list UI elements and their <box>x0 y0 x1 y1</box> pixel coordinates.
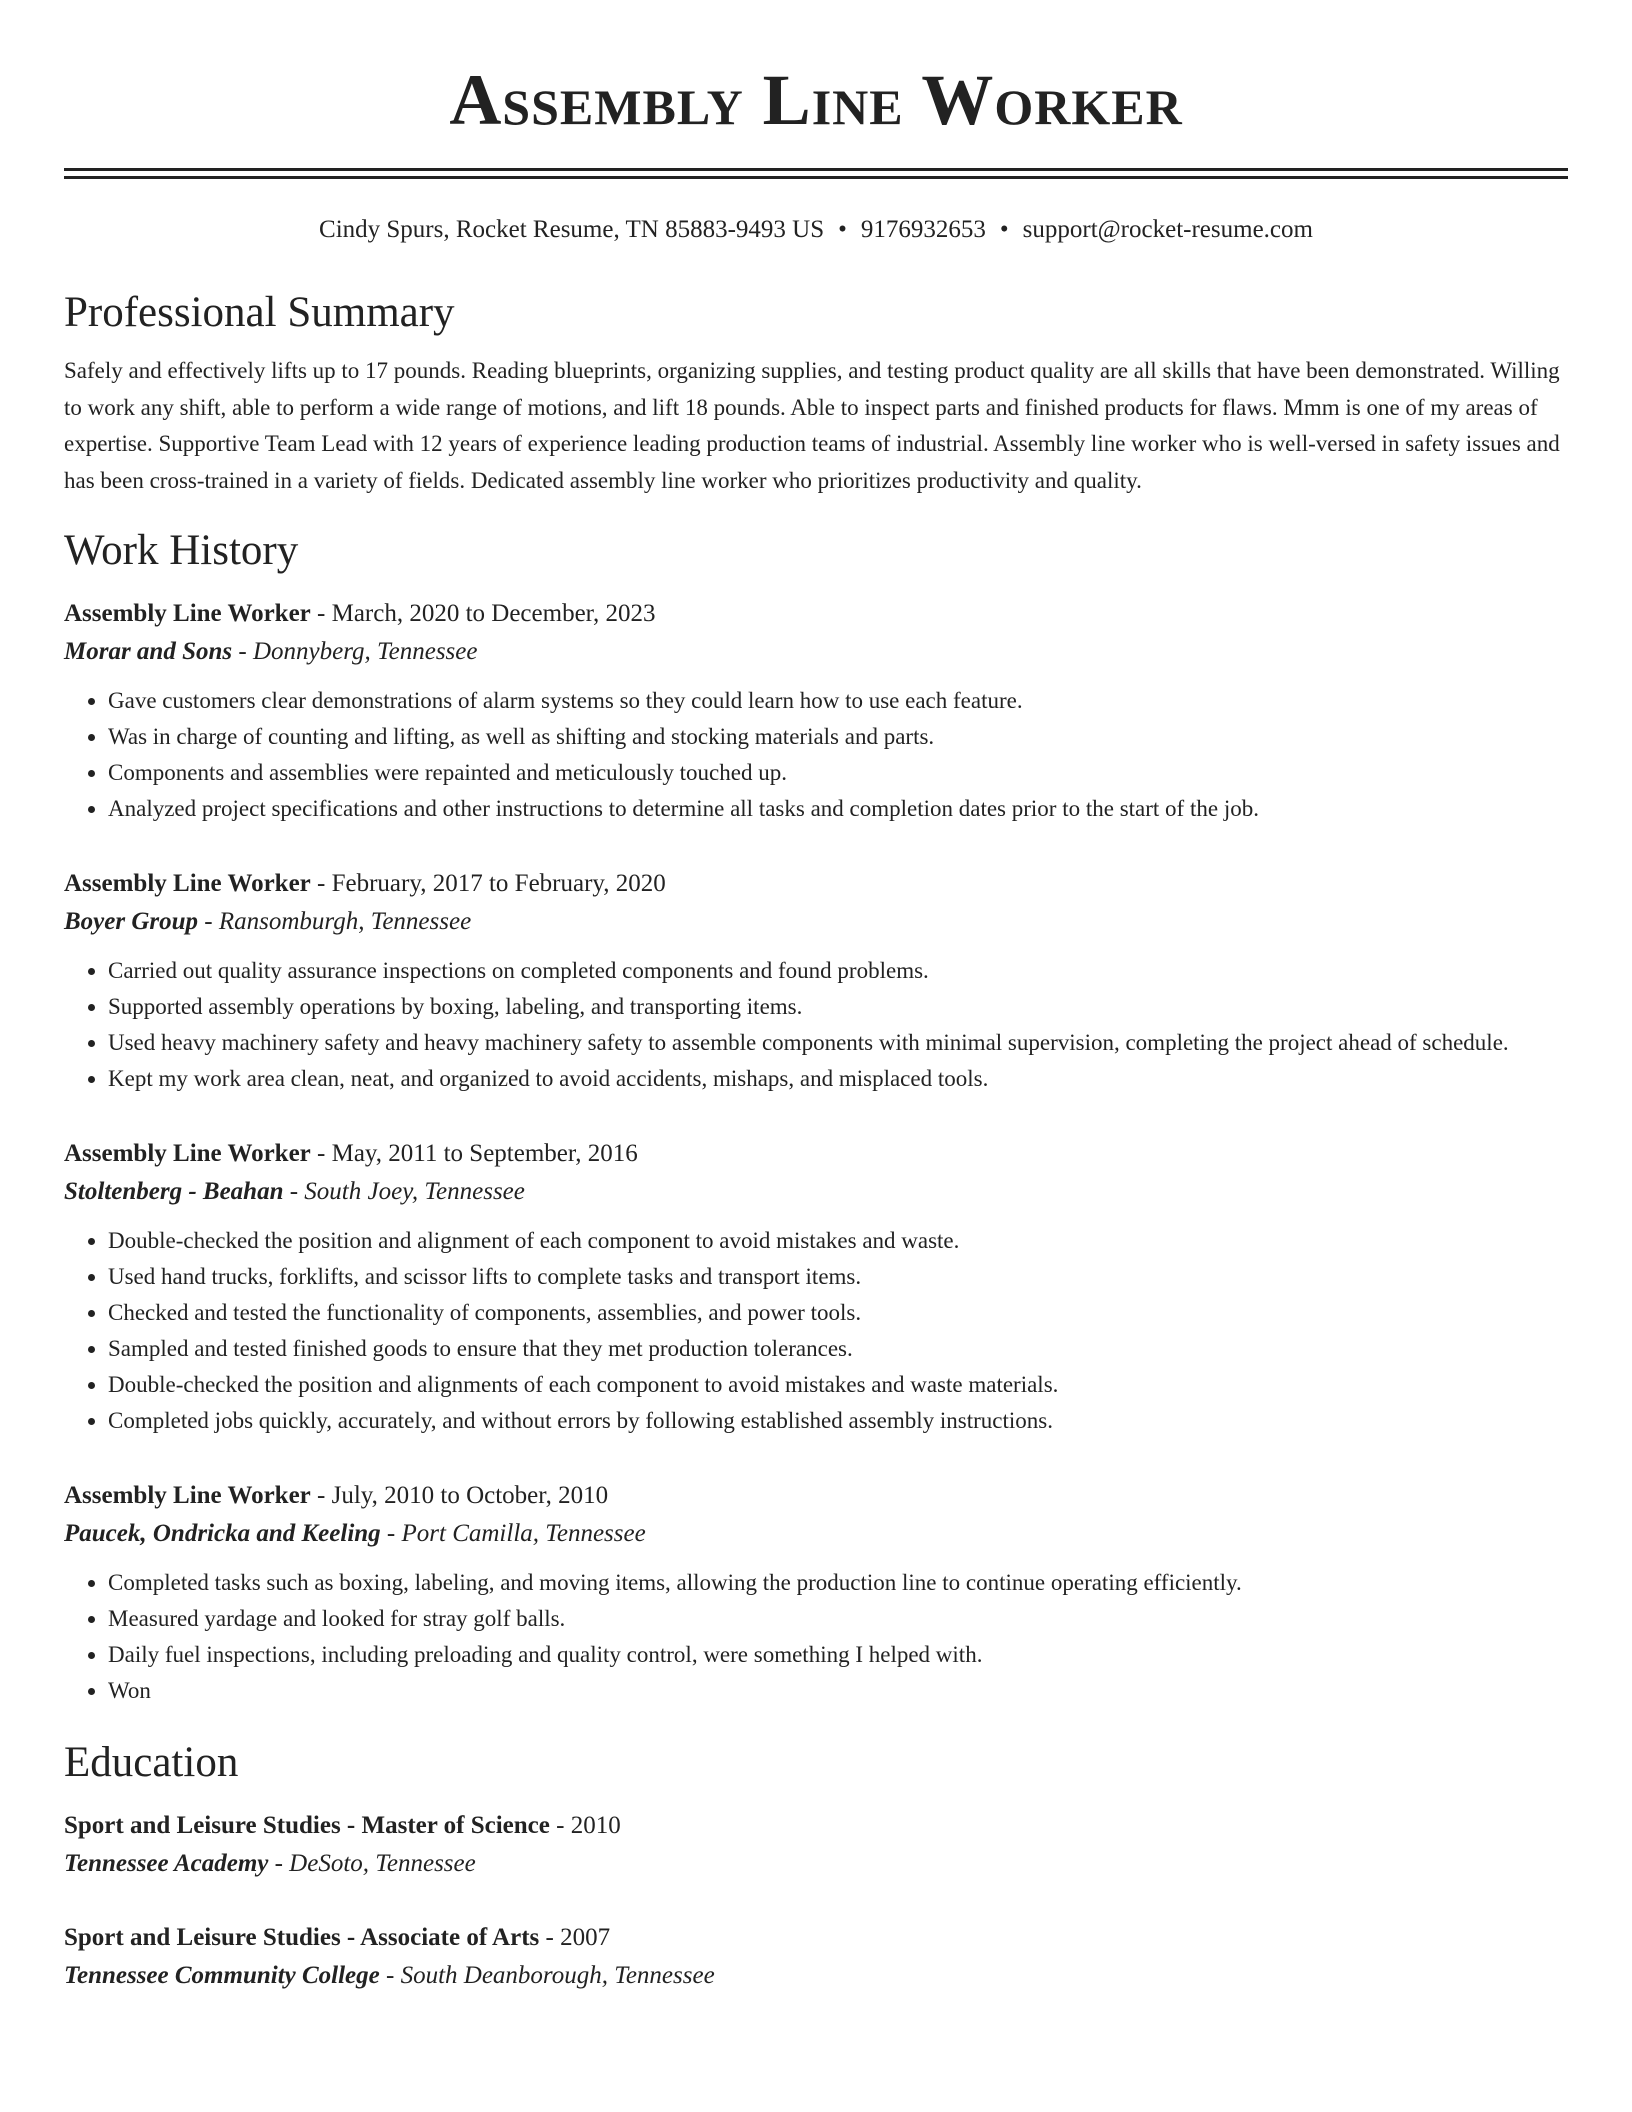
resume-title: Assembly Line Worker <box>449 60 1183 140</box>
job-bullet: • Completed jobs quickly, accurately, and without errors by following established assembly instructions. <box>108 1403 1568 1439</box>
job-bullet: • Used heavy machinery safety and heavy machinery safety to assemble components with minimal supervision, completing the project ahead of schedule. <box>108 1025 1568 1061</box>
job-location: - Donnyberg, Tennessee <box>232 638 478 665</box>
education-entry <box>64 1807 1568 1883</box>
job-entry <box>64 1135 1568 1439</box>
education-list <box>64 1807 1568 1995</box>
job-bullet: • Daily fuel inspections, including preloading and quality control, were something I helped with. <box>108 1637 1568 1673</box>
job-bullet: • Kept my work area clean, neat, and organized to avoid accidents, mishaps, and misplaced tools. <box>108 1061 1568 1097</box>
summary-heading: Professional Summary <box>64 289 455 336</box>
job-location: - South Joey, Tennessee <box>283 1178 525 1205</box>
education-heading: Education <box>64 1739 239 1786</box>
contact-address: Cindy Spurs, Rocket Resume, TN 85883-9493 US <box>319 216 825 243</box>
job-bullet: • Completed tasks such as boxing, labeling, and moving items, allowing the production line to continue operating efficiently. <box>108 1565 1568 1601</box>
job-dates: - May, 2011 to September, 2016 <box>310 1140 638 1167</box>
job-title-line <box>64 1477 1568 1515</box>
job-bullet-list <box>64 683 1568 827</box>
job-bullet: • Checked and tested the functionality of components, assemblies, and power tools. <box>108 1295 1568 1331</box>
education-degree: Sport and Leisure Studies - Master of Science <box>64 1812 550 1839</box>
job-bullet: • Gave customers clear demonstrations of alarm systems so they could learn how to use each feature. <box>108 683 1568 719</box>
contact-email: support@rocket-resume.com <box>1022 216 1313 243</box>
job-bullet: • Used hand trucks, forklifts, and scissor lifts to complete tasks and transport items. <box>108 1259 1568 1295</box>
job-company-line <box>64 903 1568 941</box>
work-history-heading: Work History <box>64 527 299 574</box>
title-double-rule <box>64 168 1568 179</box>
education-entry <box>64 1919 1568 1995</box>
job-company: Paucek, Ondricka and Keeling <box>64 1520 381 1547</box>
education-degree: Sport and Leisure Studies - Associate of Arts <box>64 1924 540 1951</box>
contact-phone: 9176932653 <box>860 216 986 243</box>
job-company-line <box>64 1515 1568 1553</box>
job-bullet-list <box>64 953 1568 1097</box>
job-bullet: • Double-checked the position and alignments of each component to avoid mistakes and waste materials. <box>108 1367 1568 1403</box>
education-school: Tennessee Community College <box>64 1962 380 1989</box>
work-history-list <box>64 595 1568 1709</box>
job-company: Boyer Group <box>64 908 199 935</box>
job-entry <box>64 1477 1568 1709</box>
job-company-line <box>64 1173 1568 1211</box>
job-title-line <box>64 1135 1568 1173</box>
job-bullet: • Sampled and tested finished goods to ensure that they met production tolerances. <box>108 1331 1568 1367</box>
job-location: - Port Camilla, Tennessee <box>380 1520 646 1547</box>
education-year: - 2010 <box>549 1812 621 1839</box>
education-school: Tennessee Academy <box>64 1850 269 1877</box>
job-bullet: • Was in charge of counting and lifting, as well as shifting and stocking materials and parts. <box>108 719 1568 755</box>
education-school-line <box>64 1845 1568 1883</box>
job-entry <box>64 595 1568 827</box>
job-bullet-list <box>64 1565 1568 1709</box>
contact-line <box>64 213 1568 247</box>
job-bullet-list <box>64 1223 1568 1439</box>
job-role: Assembly Line Worker <box>64 600 311 627</box>
job-bullet: • Components and assemblies were repainted and meticulously touched up. <box>108 755 1568 791</box>
job-company: Morar and Sons <box>64 638 233 665</box>
education-degree-line <box>64 1807 1568 1845</box>
job-bullet: • Supported assembly operations by boxing, labeling, and transporting items. <box>108 989 1568 1025</box>
education-school-line <box>64 1957 1568 1995</box>
summary-text: Safely and effectively lifts up to 17 pounds. Reading blueprints, organizing supplies, and testing product quality are all skills that have been demonstrated. Willing to work any shift, able to perform a wide range of motions, and lift 18 pounds. Able to inspect parts and finished products for flaws. Mmm is one of my areas of expertise. Supportive Team Lead with 12 years of experience leading production teams of industrial. Assembly line worker who is well-versed in safety issues and has been cross-trained in a variety of fields. Dedicated assembly line worker who prioritizes productivity and quality. <box>64 358 1560 493</box>
job-role: Assembly Line Worker <box>64 1140 311 1167</box>
education-location: - South Deanborough, Tennessee <box>379 1962 715 1989</box>
education-location: - DeSoto, Tennessee <box>268 1850 476 1877</box>
job-title-line <box>64 865 1568 903</box>
job-bullet: • Measured yardage and looked for stray golf balls. <box>108 1601 1568 1637</box>
job-company-line <box>64 633 1568 671</box>
job-title-line <box>64 595 1568 633</box>
education-year: - 2007 <box>539 1924 611 1951</box>
job-location: - Ransomburgh, Tennessee <box>198 908 472 935</box>
job-dates: - March, 2020 to December, 2023 <box>310 600 656 627</box>
job-bullet: • Double-checked the position and alignment of each component to avoid mistakes and waste. <box>108 1223 1568 1259</box>
job-role: Assembly Line Worker <box>64 1482 311 1509</box>
job-entry <box>64 865 1568 1097</box>
job-bullet: • Won <box>108 1673 1568 1709</box>
contact-separator: • <box>999 216 1009 243</box>
job-company: Stoltenberg - Beahan <box>64 1178 284 1205</box>
job-role: Assembly Line Worker <box>64 870 311 897</box>
job-dates: - February, 2017 to February, 2020 <box>310 870 666 897</box>
job-bullet: • Carried out quality assurance inspections on completed components and found problems. <box>108 953 1568 989</box>
job-bullet: • Analyzed project specifications and other instructions to determine all tasks and completion dates prior to the start of the job. <box>108 791 1568 827</box>
job-dates: - July, 2010 to October, 2010 <box>310 1482 609 1509</box>
contact-separator: • <box>838 216 847 243</box>
education-degree-line <box>64 1919 1568 1957</box>
